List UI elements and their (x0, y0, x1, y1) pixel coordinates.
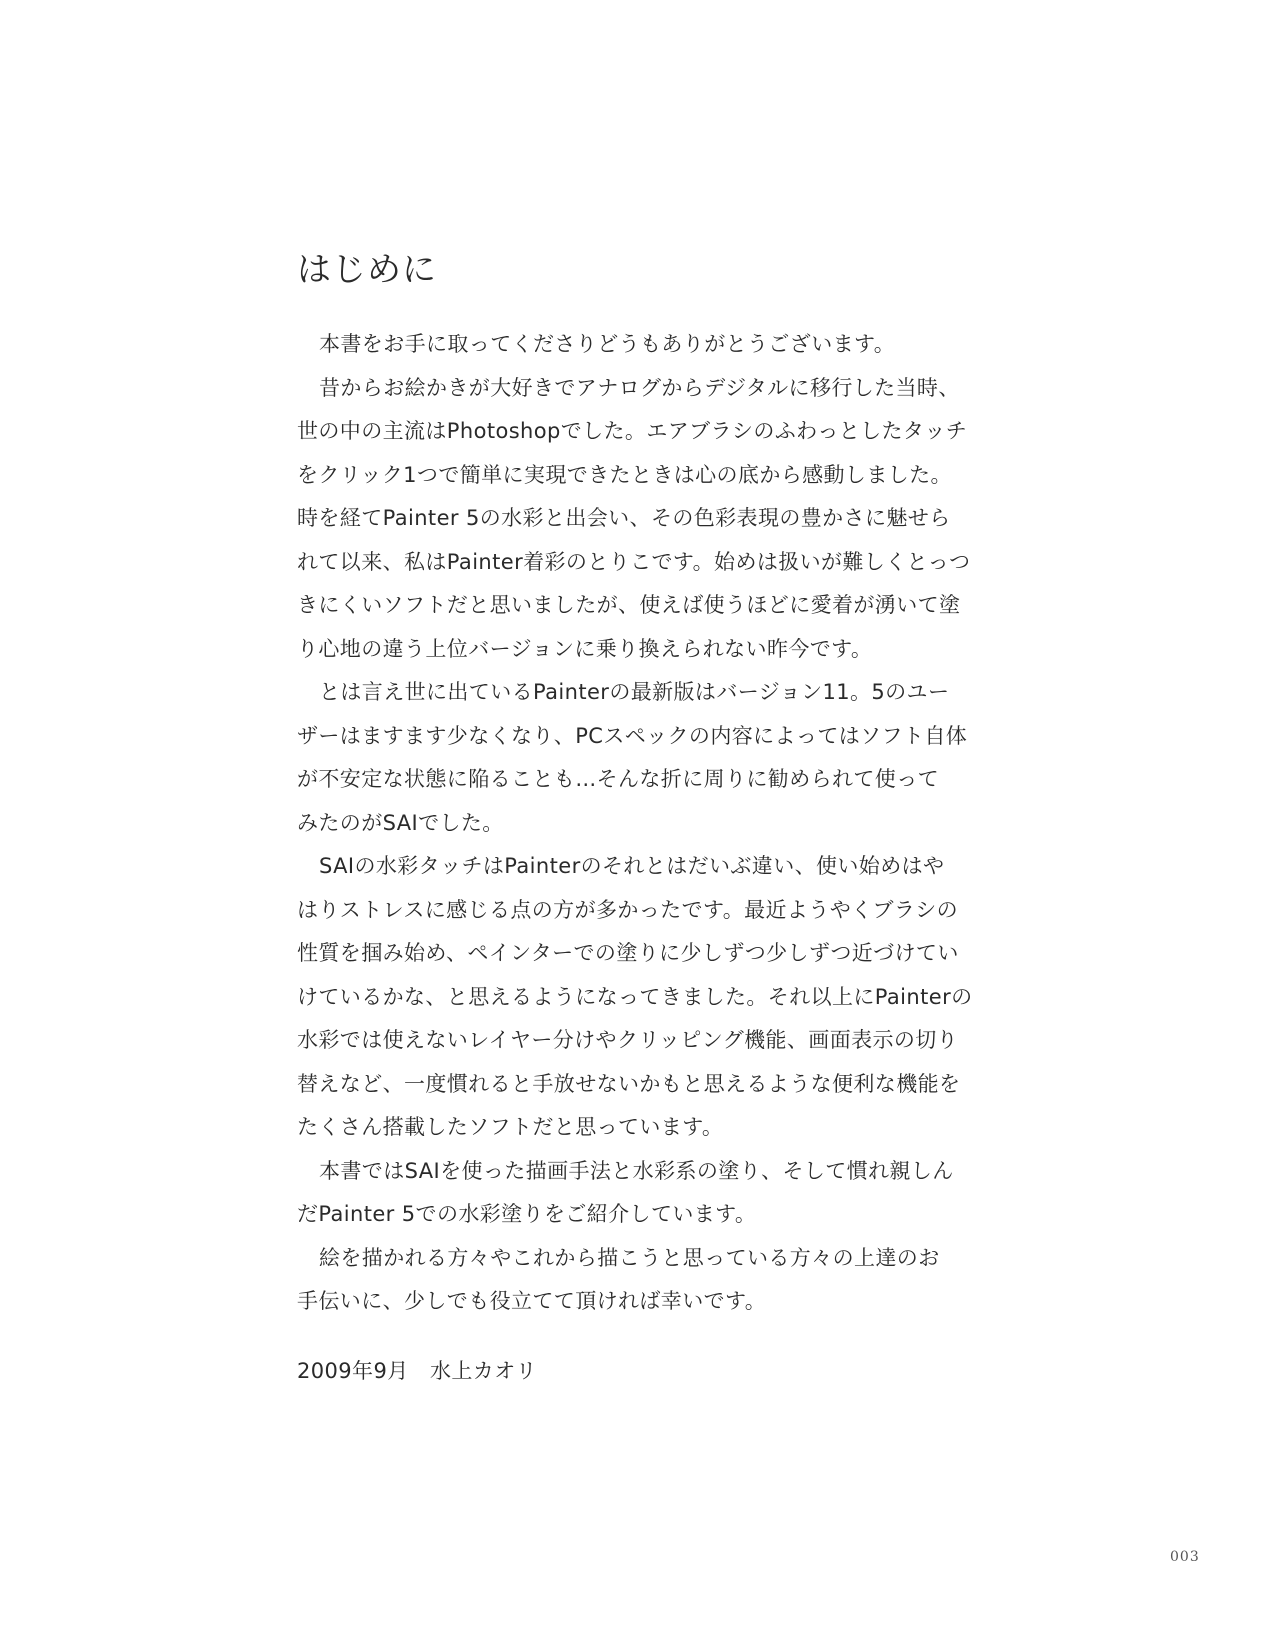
text-line: 時を経てPainter 5の水彩と出会い、その色彩表現の豊かさに魅せら (297, 506, 951, 530)
text-line: けているかな、と思えるようになってきました。それ以上にPainterの (297, 984, 973, 1009)
text-line: みたのがSAIでした。 (297, 810, 504, 835)
text-line: 本書をお手に取ってくださりどうもありがとうございます。 (319, 332, 896, 356)
text-line: れて以来、私はPainter着彩のとりこです。始めは扱いが難しくとっつ (297, 549, 971, 574)
text-line: ザーはますます少なくなり、PCスペックの内容によってはソフト自体 (297, 723, 968, 748)
page-title: はじめに (297, 250, 437, 290)
text-line: だPainter 5での水彩塗りをご紹介しています。 (297, 1202, 757, 1226)
text-line: 世の中の主流はPhotoshopでした。エアブラシのふわっとしたタッチ (297, 419, 968, 443)
date-and-author: 2009年9月 水上カオリ (297, 1359, 538, 1383)
page-number: 003 (1170, 1549, 1200, 1565)
text-line: 本書ではSAIを使った描画手法と水彩系の塗り、そして慣れ親しん (319, 1158, 954, 1183)
text-line: はりストレスに感じる点の方が多かったです。最近ようやくブラシの (297, 897, 959, 922)
text-line: 性質を掴み始め、ペインターでの塗りに少しずつ少しずつ近づけてい (297, 941, 959, 965)
text-line: 絵を描かれる方々やこれから描こうと思っている方々の上達のお (319, 1245, 940, 1270)
body-text (297, 323, 987, 1324)
text-line: が不安定な状態に陥ることも…そんな折に周りに勧められて使って (297, 767, 939, 791)
text-line: SAIの水彩タッチはPainterのそれとはだいぶ違い、使い始めはや (319, 854, 945, 878)
text-line: り心地の違う上位バージョンに乗り換えられない昨今です。 (297, 636, 873, 661)
text-line: をクリック1つで簡単に実現できたときは心の底から感動しました。 (297, 462, 952, 487)
text-line: 手伝いに、少しでも役立てて頂ければ幸いです。 (297, 1289, 767, 1313)
text-line: 替えなど、一度慣れると手放せないかもと思えるような便利な機能を (297, 1071, 961, 1096)
text-line: きにくいソフトだと思いましたが、使えば使うほどに愛着が湧いて塗 (297, 593, 961, 617)
text-line: 水彩では使えないレイヤー分けやクリッピング機能、画面表示の切り (297, 1028, 959, 1052)
text-line: たくさん搭載したソフトだと思っています。 (297, 1115, 724, 1139)
text-line: 昔からお絵かきが大好きでアナログからデジタルに移行した当時、 (319, 375, 960, 400)
text-line: とは言え世に出ているPainterの最新版はバージョン11。5のユー (319, 680, 950, 704)
